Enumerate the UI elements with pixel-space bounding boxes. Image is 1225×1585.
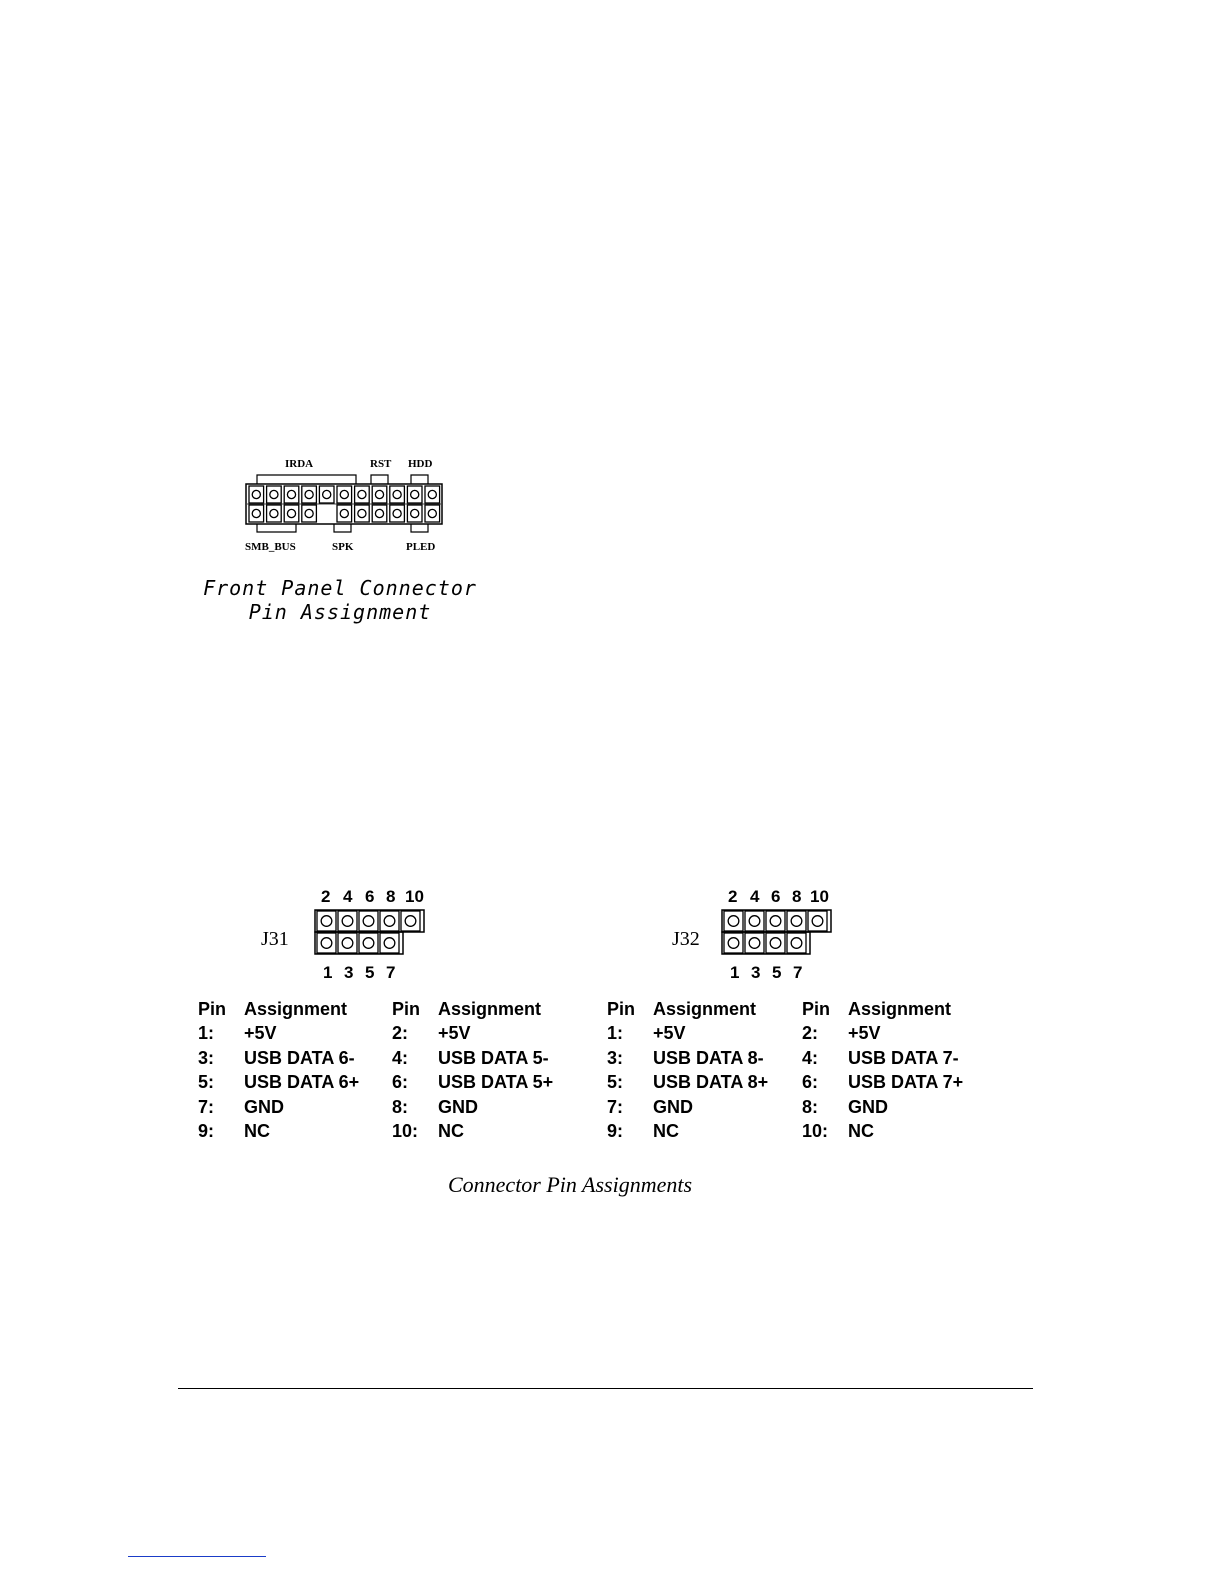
connector-pin-assignments-caption: Connector Pin Assignments [447,1172,693,1197]
fp-pin-hole [428,509,436,517]
usb-pin [317,911,336,931]
pin-assignment: GND [653,1096,693,1117]
pin-assignment: USB DATA 5+ [438,1072,554,1093]
pin-assignment: NC [653,1121,679,1142]
pin-number: 10: [802,1121,829,1142]
pin-assignment: USB DATA 7+ [848,1072,964,1093]
fp-pin [390,505,405,522]
pin-assignment: NC [848,1121,874,1142]
j31-top-pin-2: 2 [321,887,331,906]
usb-pin-hole [728,916,739,927]
table-header-row [802,997,998,1022]
j32-bottom-pin-7: 7 [793,963,803,982]
pin-assignment: USB DATA 6+ [244,1072,360,1093]
fp-pin [372,505,387,522]
table-row [198,1071,394,1096]
usb-pin [359,933,378,953]
pin-assignment: GND [244,1096,284,1117]
fp-pin-hole [393,490,401,498]
table-row [392,1095,588,1120]
j31-even-pin-table [392,997,588,1144]
usb-pin [380,911,399,931]
fp-pin [355,486,370,503]
pin-number: 7: [198,1096,215,1117]
fp-pin-hole [305,509,313,517]
usb-pin [338,911,357,931]
pin-number: 8: [802,1096,819,1117]
table-row [802,1120,998,1145]
spk-label: SPK [332,541,354,553]
pin-number: 6: [392,1072,409,1093]
j32-top-pin-4: 4 [750,887,760,906]
pin-number: 3: [198,1047,215,1068]
pin-number: 5: [198,1072,215,1093]
fp-pin [337,486,352,503]
j32-bottom-pin-1: 1 [730,963,740,982]
pin-assignment: USB DATA 6- [244,1047,355,1068]
j32-bottom-pin-5: 5 [772,963,782,982]
j31-top-pin-10: 10 [405,887,424,906]
usb-pin-hole [321,938,332,949]
pin-assignment: USB DATA 8+ [653,1072,769,1093]
j31-bottom-pin-5: 5 [365,963,375,982]
usb-pin [317,933,336,953]
fp-pin-hole [270,509,278,517]
fp-pin-hole [393,509,401,517]
usb-pin-hole [770,916,781,927]
table-row [607,1120,803,1145]
pin-assignment: +5V [848,1023,881,1044]
usb-pin-hole [405,916,416,927]
pin-assignment: +5V [438,1023,471,1044]
usb-pin [766,933,785,953]
usb-pin-hole [812,916,823,927]
fp-pin-hole [428,490,436,498]
table-header-row [392,997,588,1022]
fp-pin-hole [375,509,383,517]
fp-pin [337,505,352,522]
fp-pin [284,486,299,503]
j31-top-pin-4: 4 [343,887,353,906]
pin-number: 9: [198,1121,215,1142]
fp-pin [407,486,422,503]
fp-pins [247,486,441,522]
fp-pin [372,486,387,503]
usb-pin [401,911,420,931]
pin-number: 2: [802,1023,819,1044]
table-row [802,1071,998,1096]
pin-number: 9: [607,1121,624,1142]
front-panel-caption [200,576,480,624]
j31-odd-pin-table [198,997,394,1144]
j31-header-diagram [255,880,485,990]
usb-pin [745,911,764,931]
table-row [198,1046,394,1071]
fp-pin [302,505,317,522]
j31-bottom-pin-3: 3 [344,963,354,982]
smb-bus-label: SMB_BUS [245,541,296,553]
usb-pin-hole [384,916,395,927]
j32-bottom-pin-3: 3 [751,963,761,982]
table-row [198,1120,394,1145]
usb-pin-hole [791,916,802,927]
j32-top-pin-2: 2 [728,887,738,906]
j32-header-diagram [668,880,898,990]
pin-number: 1: [607,1023,624,1044]
front-panel-caption-line1: Front Panel Connector [203,576,477,600]
footnote-rule [128,1556,266,1557]
pin-header: Pin [607,998,636,1019]
usb-pin-hole [791,938,802,949]
fp-pin-hole [252,490,260,498]
pin-assignment: NC [438,1121,464,1142]
pin-header: Pin [392,998,421,1019]
j32-top-pin-6: 6 [771,887,781,906]
fp-pin [319,486,334,503]
usb-pin [724,933,743,953]
usb-pin-hole [384,938,395,949]
usb-pin-hole [749,916,760,927]
j32-even-pin-table [802,997,998,1144]
j31-bottom-pin-1: 1 [323,963,333,982]
usb-pin-hole [363,916,374,927]
usb-pin-hole [363,938,374,949]
usb-pin [745,933,764,953]
assignment-header: Assignment [244,998,348,1019]
table-row [198,1095,394,1120]
pin-assignment: GND [438,1096,478,1117]
pin-number: 2: [392,1023,409,1044]
table-row [198,1022,394,1047]
hdd-label: HDD [408,458,433,470]
front-panel-connector-diagram [230,448,470,568]
fp-pin [302,486,317,503]
fp-pin [425,486,440,503]
pin-header: Pin [802,998,831,1019]
front-panel-caption-line2: Pin Assignment [248,600,432,624]
usb-pin-hole [321,916,332,927]
j31-top-pin-6: 6 [365,887,375,906]
usb-pin-hole [728,938,739,949]
fp-pin-hole [375,490,383,498]
j31-top-pin-8: 8 [386,887,396,906]
j32-top-pin-10: 10 [810,887,829,906]
fp-pin-hole [252,509,260,517]
usb-pin-hole [749,938,760,949]
table-row [607,1022,803,1047]
assignment-header: Assignment [438,998,542,1019]
pin-assignment: +5V [244,1023,277,1044]
j31-pins [315,910,424,954]
assignment-header: Assignment [653,998,757,1019]
j31-label: J31 [261,928,289,950]
pin-assignment: USB DATA 7- [848,1047,959,1068]
usb-pin-hole [342,916,353,927]
j32-odd-pin-table [607,997,803,1144]
pin-number: 10: [392,1121,419,1142]
fp-pin-hole [270,490,278,498]
fp-pin [284,505,299,522]
table-row [607,1095,803,1120]
fp-pin-hole [287,490,295,498]
pin-number: 5: [607,1072,624,1093]
usb-pin-hole [770,938,781,949]
fp-pin [267,505,282,522]
usb-pin-hole [342,938,353,949]
j31-bottom-pin-7: 7 [386,963,396,982]
pin-number: 8: [392,1096,409,1117]
table-row [802,1046,998,1071]
table-row [802,1022,998,1047]
fp-pin [407,505,422,522]
pin-number: 4: [802,1047,819,1068]
pin-number: 7: [607,1096,624,1117]
fp-pin-hole [340,509,348,517]
pin-number: 3: [607,1047,624,1068]
fp-pin-hole [340,490,348,498]
fp-pin [355,505,370,522]
usb-pin [724,911,743,931]
fp-pin-hole [411,490,419,498]
irda-label: IRDA [285,458,314,470]
pin-number: 6: [802,1072,819,1093]
j32-top-pin-8: 8 [792,887,802,906]
fp-pin [249,505,264,522]
pin-assignment: GND [848,1096,888,1117]
fp-pin [390,486,405,503]
usb-pin [766,911,785,931]
usb-pin [787,911,806,931]
table-header-row [607,997,803,1022]
j32-label: J32 [672,928,700,950]
pin-number: 4: [392,1047,409,1068]
pin-assignment: +5V [653,1023,686,1044]
footer-rule [178,1388,1033,1389]
table-header-row [198,997,394,1022]
pled-label: PLED [406,541,436,553]
fp-pin [249,486,264,503]
usb-pin [787,933,806,953]
j32-pins [722,910,831,954]
pin-assignment: USB DATA 8- [653,1047,764,1068]
usb-pin [808,911,827,931]
pin-number: 1: [198,1023,215,1044]
pin-assignment: USB DATA 5- [438,1047,549,1068]
pin-header: Pin [198,998,227,1019]
table-row [392,1046,588,1071]
fp-pin-hole [358,509,366,517]
usb-pin [338,933,357,953]
fp-pin-hole [287,509,295,517]
pin-assignment: NC [244,1121,270,1142]
fp-pin-hole [305,490,313,498]
rst-label: RST [370,458,392,470]
table-row [802,1095,998,1120]
fp-pin [267,486,282,503]
table-row [607,1046,803,1071]
table-row [392,1071,588,1096]
fp-pin-hole [358,490,366,498]
fp-pin-hole [323,490,331,498]
assignment-header: Assignment [848,998,952,1019]
usb-pin [359,911,378,931]
fp-pin-hole [411,509,419,517]
fp-pin [425,505,440,522]
usb-pin [380,933,399,953]
table-row [392,1120,588,1145]
table-row [392,1022,588,1047]
table-row [607,1071,803,1096]
